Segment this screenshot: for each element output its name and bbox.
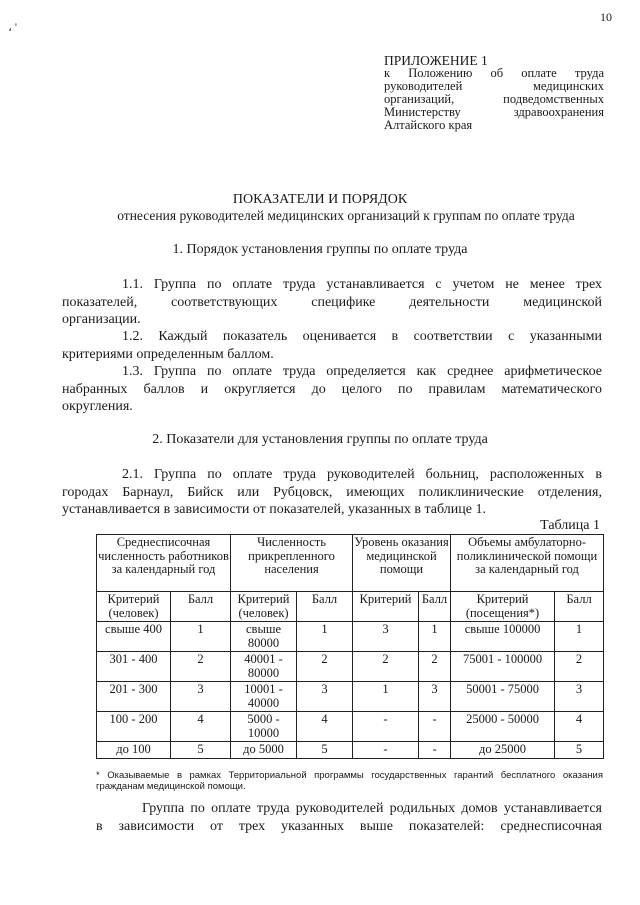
table-row xyxy=(97,622,604,652)
table-cell: 5000 - 10000 xyxy=(231,712,297,742)
page-number: 10 xyxy=(600,10,612,24)
table-cell: 1 xyxy=(171,622,231,652)
text-line: 1.3. Группа по оплате труда определяется как среднее арифметическое xyxy=(122,364,602,379)
text-line: 2.1. Группа по оплате труда руководителей больниц, расположенных в xyxy=(122,467,602,482)
appendix-title: ПРИЛОЖЕНИЕ 1 xyxy=(384,53,488,68)
closing-paragraph xyxy=(96,800,602,835)
table-cell: 50001 - 75000 xyxy=(451,682,555,712)
appendix-line: организаций, подведомственных xyxy=(384,92,604,106)
table-cell: 2 xyxy=(297,652,353,682)
appendix-line: Министерству здравоохранения xyxy=(384,105,604,119)
subheader-cell: Балл xyxy=(171,592,231,622)
table-sub-header-row xyxy=(97,592,604,622)
text-line: в зависимости от трех указанных выше показателей: среднесписочная xyxy=(96,818,602,834)
section-2-heading: 2. Показатели для установления группы по оплате труда xyxy=(152,432,488,447)
table-cell: 1 xyxy=(297,622,353,652)
table-cell: 10001 - 40000 xyxy=(231,682,297,712)
header-cell: Среднесписочная численность работников за календарный год xyxy=(97,535,231,592)
table-row xyxy=(97,652,604,682)
text-line: набранных баллов и округляется до целого по правилам математического xyxy=(62,381,602,397)
table-caption: Таблица 1 xyxy=(540,518,600,533)
text-line: критериями определенным баллом. xyxy=(62,346,274,362)
table-cell: 3 xyxy=(353,622,419,652)
table-cell: 3 xyxy=(555,682,604,712)
table-cell: 5 xyxy=(555,742,604,759)
table-cell: - xyxy=(419,712,451,742)
table-row xyxy=(97,712,604,742)
footnote-line: гражданам медицинской помощи. xyxy=(96,781,246,792)
table-cell: 4 xyxy=(297,712,353,742)
header-cell: Численность прикрепленного населения xyxy=(231,535,353,592)
table-cell: 201 - 300 xyxy=(97,682,171,712)
paragraph-1-1 xyxy=(62,276,602,329)
document-subtitle: отнесения руководителей медицинских организаций к группам по оплате труда xyxy=(117,208,575,223)
table-cell: - xyxy=(419,742,451,759)
table-cell: 5 xyxy=(171,742,231,759)
paragraph-2-1 xyxy=(62,466,602,519)
paragraph-1-2 xyxy=(62,328,602,363)
table-cell: 3 xyxy=(171,682,231,712)
table-cell: свыше 80000 xyxy=(231,622,297,652)
table-cell: 75001 - 100000 xyxy=(451,652,555,682)
text-line: округления. xyxy=(62,399,133,414)
table-cell: 301 - 400 xyxy=(97,652,171,682)
table-cell: 1 xyxy=(419,622,451,652)
subheader-cell: Критерий xyxy=(353,592,419,622)
appendix-line: руководителей медицинских xyxy=(384,79,604,93)
subheader-cell: Балл xyxy=(555,592,604,622)
text-line: 1.2. Каждый показатель оценивается в соответствии с указанными xyxy=(122,329,602,344)
appendix-block xyxy=(384,54,604,132)
text-line: устанавливается в зависимости от показателей, указанных в таблице 1. xyxy=(62,502,486,517)
table-cell: 2 xyxy=(555,652,604,682)
header-cell: Объемы амбулаторно-поликлинической помощи за календарный год xyxy=(451,535,604,592)
subheader-cell: Балл xyxy=(297,592,353,622)
table-cell: до 5000 xyxy=(231,742,297,759)
appendix-line: Алтайского края xyxy=(384,118,473,132)
table-row xyxy=(97,742,604,759)
scan-marks: ، ' xyxy=(8,20,18,34)
text-line: показателей, соответствующих специфике деятельности медицинской xyxy=(62,294,602,310)
table-cell: 100 - 200 xyxy=(97,712,171,742)
document-title: ПОКАЗАТЕЛИ И ПОРЯДОК xyxy=(232,192,408,207)
text-line: организации. xyxy=(62,312,141,327)
table-cell: свыше 100000 xyxy=(451,622,555,652)
table-cell: 2 xyxy=(419,652,451,682)
text-line: городах Барнаул, Бийск или Рубцовск, имеющих поликлинические отделения, xyxy=(62,484,602,500)
table-cell: 1 xyxy=(353,682,419,712)
table-cell: до 25000 xyxy=(451,742,555,759)
section-1-heading: 1. Порядок установления группы по оплате труда xyxy=(172,242,468,257)
table-group-header-row xyxy=(97,535,604,592)
paragraph-1-3 xyxy=(62,363,602,416)
table-footnote xyxy=(96,770,603,792)
footnote-line: * Оказываемые в рамках Территориальной программы государственных гарантий бесплатного оказания xyxy=(96,770,603,781)
criteria-table xyxy=(96,534,604,759)
table-cell: до 100 xyxy=(97,742,171,759)
text-line: Группа по оплате труда руководителей родильных домов устанавливается xyxy=(142,801,602,816)
table-cell: 2 xyxy=(353,652,419,682)
table-row xyxy=(97,682,604,712)
subheader-cell: Балл xyxy=(419,592,451,622)
table-cell: 3 xyxy=(419,682,451,712)
appendix-line: к Положению об оплате труда xyxy=(384,66,604,80)
table-cell: 5 xyxy=(297,742,353,759)
subheader-cell: Критерий (человек) xyxy=(231,592,297,622)
table-cell: 3 xyxy=(297,682,353,712)
table-cell: 25000 - 50000 xyxy=(451,712,555,742)
table-cell: 40001 - 80000 xyxy=(231,652,297,682)
table-cell: - xyxy=(353,742,419,759)
table-cell: 4 xyxy=(171,712,231,742)
table-cell: 2 xyxy=(171,652,231,682)
subheader-cell: Критерий (посещения*) xyxy=(451,592,555,622)
table-cell: 1 xyxy=(555,622,604,652)
subheader-cell: Критерий (человек) xyxy=(97,592,171,622)
table-cell: - xyxy=(353,712,419,742)
table-cell: свыше 400 xyxy=(97,622,171,652)
header-cell: Уровень оказания медицинской помощи xyxy=(353,535,451,592)
table-cell: 4 xyxy=(555,712,604,742)
text-line: 1.1. Группа по оплате труда устанавливается с учетом не менее трех xyxy=(122,277,602,292)
